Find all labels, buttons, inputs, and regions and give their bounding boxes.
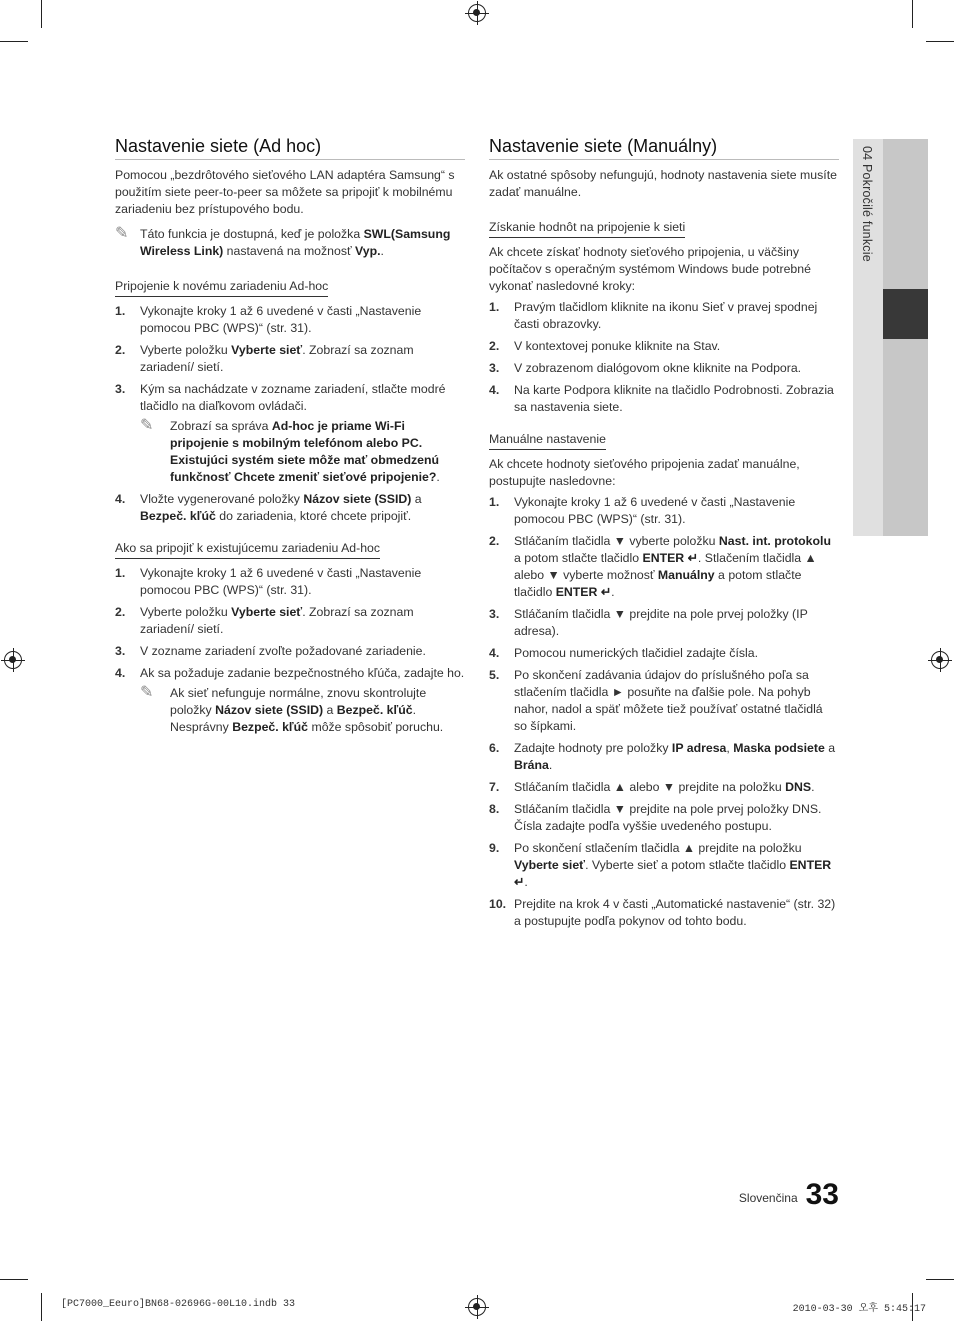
crop-mark xyxy=(926,1279,954,1280)
enter-key-label: ENTER xyxy=(789,858,832,872)
enter-icon: ↵ xyxy=(687,551,698,565)
intro-text: Pomocou „bezdrôtového sieťového LAN adaptéra Samsung“ s použitím siete peer-to-peer sa môžete sa pripojiť k mobilnému zariadeniu bez prístupového bodu. xyxy=(115,168,455,216)
crop-mark xyxy=(0,41,28,42)
language-label: Slovenčina xyxy=(738,1191,798,1205)
chapter-label: 04 Pokročilé funkcie xyxy=(860,146,874,262)
subsection-title: Pripojenie k novému zariadeniu Ad-hoc xyxy=(115,278,328,297)
list-item: 8. Stláčaním tlačidla ▼ prejdite na pole prvej položky DNS. Čísla zadajte podľa vyššie uvedeného postupu. xyxy=(489,802,822,833)
list-item: 10. Prejdite na krok 4 v časti „Automatické nastavenie“ (str. 32) a postupujte podľa pokynov od tohto bodu. xyxy=(489,897,836,928)
pencil-icon: ✎ xyxy=(115,225,129,242)
page-footer xyxy=(739,1180,839,1210)
list-item: 4. Na karte Podpora kliknite na tlačidlo Podrobnosti. Zobrazia sa nastavenia siete. xyxy=(489,383,834,414)
page-number: 33 xyxy=(805,1178,839,1211)
chapter-tab-segment xyxy=(883,339,928,536)
list-item: 1. Vykonajte kroky 1 až 6 uvedené v časti „Nastavenie pomocou PBC (WPS)“ (str. 31). xyxy=(115,304,422,335)
note: ✎ Ak sieť nefunguje normálne, znovu skontrolujte položky Názov siete (SSID) a Bezpeč. kľúč. Nesprávny Bezpeč. kľúč môže spôsobiť poruchu. xyxy=(140,684,444,734)
enter-icon: ↵ xyxy=(600,585,612,599)
list-item: 3. Stláčaním tlačidla ▼ prejdite na pole prvej položky (IP adresa). xyxy=(489,607,808,638)
list-item: 2. Stláčaním tlačidla ▼ vyberte položku Nast. int. protokolu a potom stlačte tlačidlo ENTER ↵. Stlačením tlačidla ▲ alebo ▼ vyberte možnosť Manuálny a potom stlačte tlačidlo ENTER ↵. xyxy=(489,534,831,599)
list-item: 7. Stláčaním tlačidla ▲ alebo ▼ prejdite na položku DNS. xyxy=(489,780,815,794)
pencil-icon: ✎ xyxy=(140,684,154,701)
registration-mark-icon xyxy=(931,651,949,669)
steps-list xyxy=(115,565,465,736)
chapter-tab-segment xyxy=(883,139,928,289)
list-item: 4. Pomocou numerických tlačidiel zadajte čísla. xyxy=(489,646,758,660)
print-file-info: [PC7000_Eeuro]BN68-02696G-00L10.indb 33 xyxy=(61,1299,296,1310)
subsection-title: Získanie hodnôt na pripojenie k sieti xyxy=(489,219,685,238)
print-date-info: 2010-03-30 오후 5:45:17 xyxy=(792,1304,926,1315)
registration-mark-icon xyxy=(468,4,486,22)
subsection-intro: Ak chcete získať hodnoty sieťového pripojenia, u väčšiny počítačov s operačným systémom Windows bude potrebné vykonať nasledovné kroky: xyxy=(489,245,811,293)
pencil-icon: ✎ xyxy=(140,417,154,434)
list-item: 1. Vykonajte kroky 1 až 6 uvedené v časti „Nastavenie pomocou PBC (WPS)“ (str. 31). xyxy=(489,495,796,526)
registration-mark-icon xyxy=(468,1298,486,1316)
list-item: 1. Pravým tlačidlom kliknite na ikonu Sieť v pravej spodnej časti obrazovky. xyxy=(489,300,818,331)
note: ✎ Táto funkcia je dostupná, keď je položka SWL(Samsung Wireless Link) nastavená na možnosť Vyp.. xyxy=(115,225,451,258)
list-item: 2. Vyberte položku Vyberte sieť. Zobrazí sa zoznam zariadení/ sietí. xyxy=(115,343,414,374)
list-item: 9. Po skončení stlačením tlačidla ▲ prejdite na položku Vyberte sieť. Vyberte sieť a potom stlačte tlačidlo ENTER ↵. xyxy=(489,841,832,889)
intro-text: Ak ostatné spôsoby nefungujú, hodnoty nastavenia siete musíte zadať manuálne. xyxy=(489,168,837,199)
registration-mark-icon xyxy=(4,651,22,669)
list-item: 1. Vykonajte kroky 1 až 6 uvedené v časti „Nastavenie pomocou PBC (WPS)“ (str. 31). xyxy=(115,566,422,597)
right-column xyxy=(489,138,839,935)
subsection-title: Manuálne nastavenie xyxy=(489,431,606,450)
crop-mark xyxy=(41,0,42,28)
crop-mark xyxy=(0,1279,28,1280)
chapter-tab-active xyxy=(883,289,928,339)
note: ✎ Zobrazí sa správa Ad-hoc je priame Wi-Fi pripojenie s mobilným telefónom alebo PC. Existujúci systém siete môže mať obmedzenú funkčnosť Chcete zmeniť sieťové pripojenie?. xyxy=(140,417,440,484)
subsection-intro: Ak chcete hodnoty sieťového pripojenia zadať manuálne, postupujte nasledovne: xyxy=(489,457,800,488)
crop-mark xyxy=(912,0,913,28)
crop-mark xyxy=(926,41,954,42)
enter-icon: ↵ xyxy=(514,875,525,889)
list-item: 4. Vložte vygenerované položky Názov siete (SSID) a Bezpeč. kľúč do zariadenia, ktoré chcete pripojiť. xyxy=(115,492,422,523)
crop-mark xyxy=(41,1293,42,1321)
section-title: Nastavenie siete (Ad hoc) xyxy=(115,138,465,160)
enter-key-label: ENTER xyxy=(642,551,685,565)
steps-list xyxy=(115,303,465,525)
list-item: 6. Zadajte hodnoty pre položky IP adresa, Maska podsiete a Brána. xyxy=(489,741,836,772)
list-item: 3. V zobrazenom dialógovom okne kliknite na Podpora. xyxy=(489,361,802,375)
subsection-title: Ako sa pripojiť k existujúcemu zariadeniu Ad-hoc xyxy=(115,540,380,559)
left-column xyxy=(115,138,465,741)
list-item: 2. V kontextovej ponuke kliknite na Stav. xyxy=(489,339,721,353)
list-item: 2. Vyberte položku Vyberte sieť. Zobrazí sa zoznam zariadení/ sietí. xyxy=(115,605,414,636)
enter-key-label: ENTER xyxy=(555,585,598,599)
list-item: 4. Ak sa požaduje zadanie bezpečnostného kľúča, zadajte ho. ✎ Ak sieť nefunguje normálne, znovu skontrolujte položky Názov siete (SSID) a Bezpeč. kľúč. Nesprávny Bezpeč. kľúč môže spôsobiť poruchu. xyxy=(115,666,465,734)
steps-list xyxy=(489,494,839,930)
steps-list xyxy=(489,299,839,416)
list-item: 3. Kým sa nachádzate v zozname zariadení, stlačte modré tlačidlo na diaľkovom ovládači. ✎ Zobrazí sa správa Ad-hoc je priame Wi-Fi pripojenie s mobilným telefónom alebo PC. Existujúci systém siete môže mať obmedzenú funkčnosť Chcete zmeniť sieťové pripojenie?. xyxy=(115,381,465,486)
list-item: 5. Po skončení zadávania údajov do príslušného poľa sa stlačením tlačidla ► posuňte na ďalšie pole. Na pohyb nahor, nadol a späť môžete tiež používať ostatné tlačidlá so šípkami. xyxy=(489,668,823,733)
section-title: Nastavenie siete (Manuálny) xyxy=(489,138,839,160)
list-item: 3. V zozname zariadení zvoľte požadované zariadenie. xyxy=(115,644,426,658)
